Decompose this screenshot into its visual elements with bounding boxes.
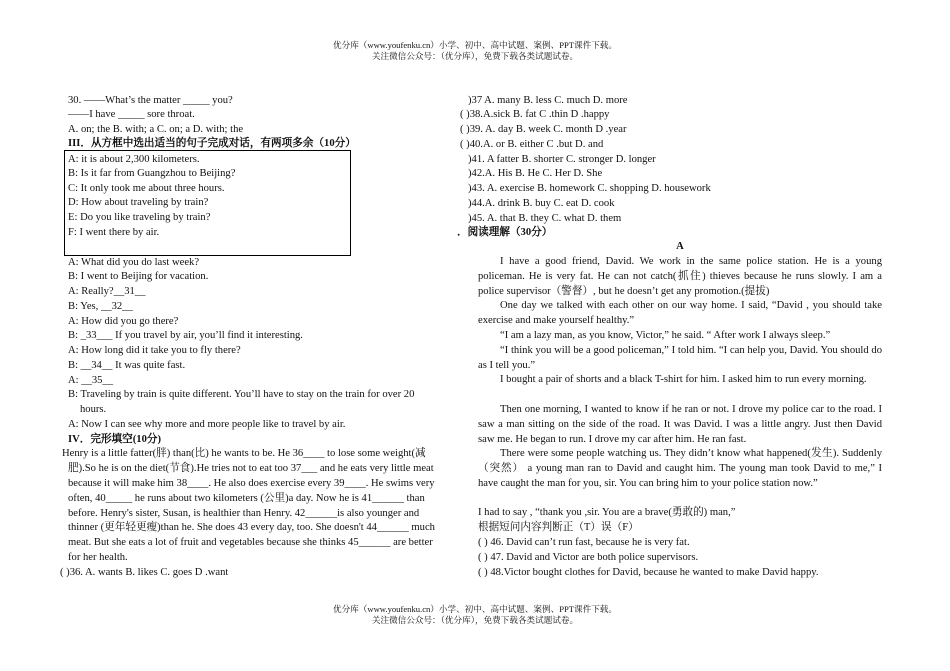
- footer-line-1: 优分库（www.youfenku.cn）小学、初中、高中试题、案例、PPT课件下载。: [333, 604, 617, 614]
- dialogue-line: B: I went to Beijing for vacation.: [68, 271, 209, 282]
- cloze-line: 肥).So he is on the diet(节食).He tries not to eat too 37___ and he eats very little meat: [68, 463, 434, 474]
- q30-response: ——I have _____ sore throat.: [68, 109, 195, 120]
- cloze-line: often, 40_____ he runs about two kilometers (公里)a day. Now he is 41______ than: [68, 493, 425, 504]
- box-option: F: I went there by air.: [68, 227, 160, 238]
- cloze-option-row: ( )38.A.sick B. fat C .thin D .happy: [460, 109, 610, 120]
- passage-title: A: [676, 241, 684, 252]
- section-4-title: IV．完形填空(10分): [68, 434, 161, 445]
- section-3-title: III．从方框中选出适当的句子完成对话，有两项多余（10分）: [68, 138, 356, 149]
- dialogue-line: A: How long did it take you to fly there?: [68, 345, 241, 356]
- cloze-option-row: )45. A. that B. they C. what D. them: [468, 213, 622, 224]
- passage-paragraph: I have a good friend, David. We work in the same police station. He is a young policeman. He is very fat. He can not catch(抓住) thieves because he runs slowly. I am a police supervisor（警督）, but he doesn’t get any promotion.(提拔): [478, 256, 882, 297]
- cloze-option-row: ( )40.A. or B. either C .but D. and: [460, 139, 604, 150]
- dialogue-line: A: How did you go there?: [68, 316, 179, 327]
- box-option: C: It only took me about three hours.: [68, 183, 225, 194]
- passage-paragraph: Then one morning, I wanted to know if he ran or not. I drove my police car to the road. I saw a man sitting on the side of the road. It was David. I was a little angry. Just then David saw me. He began to run. I drove my car after him. He ran fast.: [478, 404, 882, 445]
- passage-paragraph: There were some people watching us. They didn’t know what happened(发生). Suddenly（突然） a young man ran to David and caught him. The young man took David to me,” I have caught the man for you, sir. You can bring him to your police station now.”: [478, 448, 882, 489]
- dialogue-line: B: Yes, __32__: [68, 301, 133, 312]
- judge-item: ( ) 48.Victor bought clothes for David, because he wanted to make David happy.: [478, 567, 819, 578]
- page-footer: [0, 604, 950, 626]
- dialogue-line: B: __34__ It was quite fast.: [68, 360, 186, 371]
- judge-item: ( ) 47. David and Victor are both police supervisors.: [478, 552, 699, 563]
- section-5-title: ．阅读理解（30分）: [457, 227, 553, 238]
- cloze-option-row: ( )39. A. day B. week C. month D .year: [460, 124, 627, 135]
- judge-item: ( ) 46. David can’t run fast, because he is very fat.: [478, 537, 690, 548]
- q30-question: 30. ——What’s the matter _____ you?: [68, 95, 233, 106]
- passage-paragraph: I bought a pair of shorts and a black T-shirt for him. I asked him to run every morning.: [500, 374, 867, 385]
- passage-paragraph: One day we talked with each other on our way home. I said, “David , you should take exercise and make yourself healthy.”: [478, 300, 882, 326]
- footer-line-2: 关注微信公众号：（优分库），免费下载各类试题试卷。: [371, 615, 579, 625]
- cloze-option-row: )37 A. many B. less C. much D. more: [468, 95, 628, 106]
- cloze-option-row: )42.A. His B. He C. Her D. She: [468, 168, 603, 179]
- dialogue-line: B: Traveling by train is quite different. You’ll have to stay on the train for over 20: [68, 389, 415, 400]
- passage-paragraph: “I think you will be a good policeman,” I told him. “I can help you, David. You should do as I tell you.”: [478, 345, 882, 371]
- cloze-line: thinner (更年轻更瘦)than he. She does 43 every day, too. She doesn't 44______ much: [68, 522, 435, 533]
- box-option: A: it is about 2,300 kilometers.: [68, 154, 200, 165]
- cloze-line: Henry is a little fatter(胖) than(比) he wants to be. He 36____ to lose some weight(减: [62, 448, 426, 459]
- cloze-option-row: )41. A fatter B. shorter C. stronger D. longer: [468, 154, 656, 165]
- q36-options: ( )36. A. wants B. likes C. goes D .want: [60, 567, 229, 578]
- box-option: E: Do you like traveling by train?: [68, 212, 211, 223]
- dialogue-line: A: Now I can see why more and more people like to travel by air.: [68, 419, 346, 430]
- dialogue-line: A: __35__: [68, 375, 114, 386]
- header-line-1: 优分库（www.youfenku.cn）小学、初中、高中试题、案例、PPT课件下载。: [333, 40, 617, 50]
- dialogue-line: A: What did you do last week?: [68, 257, 200, 268]
- passage-paragraph: “I am a lazy man, as you know, Victor,” he said. “ After work I always sleep.”: [500, 330, 831, 341]
- q30-options: A. on; the B. with; a C. on; a D. with; the: [68, 124, 244, 135]
- box-option: B: Is it far from Guangzhou to Beijing?: [68, 168, 236, 179]
- box-option: D: How about traveling by train?: [68, 197, 209, 208]
- cloze-line: meat. But she eats a lot of fruit and vegetables because she thinks 45______ are better: [68, 537, 433, 548]
- judge-instructions: 根据短问内容判断正（T）误（F）: [478, 522, 639, 533]
- dialogue-line: B: _33___ If you travel by air, you’ll find it interesting.: [68, 330, 303, 341]
- page-header: [0, 40, 950, 62]
- dialogue-line: A: Really?__31__: [68, 286, 146, 297]
- cloze-option-row: )44.A. drink B. buy C. eat D. cook: [468, 198, 615, 209]
- header-line-2: 关注微信公众号：（优分库），免费下载各类试题试卷。: [371, 51, 579, 61]
- cloze-line: before. Henry's sister, Susan, is healthier than Henry. 42______is also younger and: [68, 508, 420, 519]
- dialogue-line: hours.: [80, 404, 107, 415]
- cloze-option-row: )43. A. exercise B. homework C. shopping D. housework: [468, 183, 711, 194]
- cloze-line: for her health.: [68, 552, 128, 563]
- cloze-line: because it will make him 38____. He also does exercise every 39____. He swims very: [68, 478, 435, 489]
- passage-closing: I had to say , “thank you ,sir. You are a brave(勇敢的) man,”: [478, 507, 736, 518]
